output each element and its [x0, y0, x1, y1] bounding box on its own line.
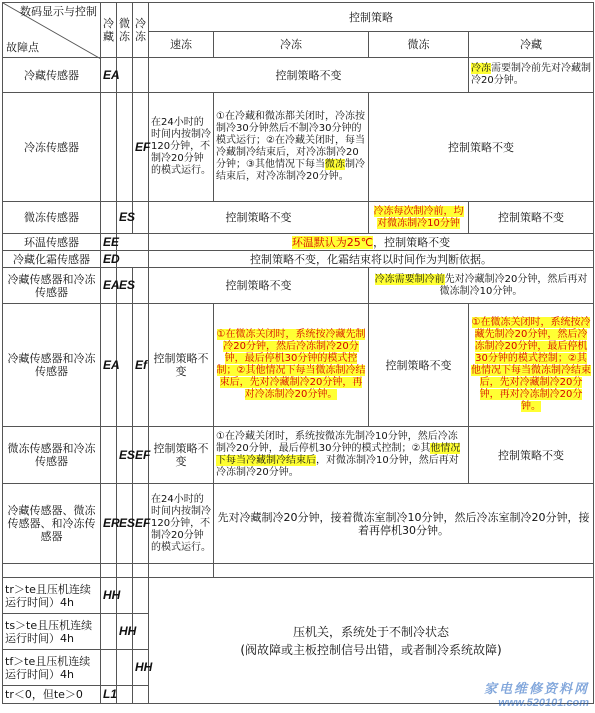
fault-point: 冷藏传感器和冷冻传感器	[3, 268, 101, 304]
fault-code: HH	[101, 578, 117, 614]
fault-code: EA	[101, 304, 117, 427]
strategy-quick: 在24小时的时间内按制冷120分钟，不制冷20分钟的模式运行。	[149, 484, 214, 564]
strategy-freeze: ①在冷藏和微冻都关闭时，冷冻按制冷30分钟然后不制冷30分钟的模式运行；②在冷藏关闭时，每当冷藏制冷结束后，对冷冻制冷20分钟；③其他情况下每当微冻制冷结束后，对冷冻制冷20分钟。	[214, 93, 369, 202]
strategy-refrigerate: 控制策略不变	[469, 202, 594, 234]
strategy-micro: 冷冻每次制冷前，均对微冻制冷10分钟	[369, 202, 469, 234]
strategy-refrigerate: ①在微冻关闭时，系统按冷藏先制冷20分钟，然后冷冻制冷20分钟，最后停机30分钟的模式控制；②其他情况下每当微冻制冷结束后，先对冷藏制冷20分钟，再对冷冻制冷20分钟。	[469, 304, 594, 427]
fault-point: tr＞te且压机连续运行时间）4h	[3, 578, 101, 614]
strategy-text: 控制策略不变	[149, 202, 369, 234]
fault-point: 环温传感器	[3, 234, 101, 251]
strategy-text: 环温默认为25℃，控制策略不变	[149, 234, 594, 251]
sub-header-refrigerate: 冷藏	[469, 32, 594, 58]
fault-code: EE	[101, 234, 117, 251]
fault-code: EA	[101, 58, 117, 93]
strategy-refrigerate: 冷冻需要制冷前先对冷藏制冷20分钟。	[469, 58, 594, 93]
col-header-freeze: 冷冻	[133, 3, 149, 58]
fault-point: 冷藏传感器和冷冻传感器	[3, 304, 101, 427]
corner-top-label: 数码显示与控制	[20, 5, 97, 18]
fault-code: ED	[101, 251, 117, 268]
corner-bottom-label: 故障点	[6, 41, 39, 54]
sub-header-quick: 速冻	[149, 32, 214, 58]
compressor-off-text: 压机关，系统处于不制冷状态	[292, 624, 449, 639]
fault-code: ES	[117, 427, 133, 484]
fault-point: 冷藏化霜传感器	[3, 251, 101, 268]
strategy-freeze: ①在微冻关闭时，系统按冷藏先制冷20分钟，然后冷冻制冷20分钟，最后停机30分钟的模式控制；②其他情况下每当微冻制冷结束后，先对冷藏制冷20分钟，再对冷冻制冷20分钟。	[214, 304, 369, 427]
col-header-refrigerate: 冷藏	[101, 3, 117, 58]
compressor-off-note: (阀故障或主板控制信号出错，或者制冷系统故障)	[240, 642, 502, 657]
fault-code: Ef	[133, 304, 149, 427]
sub-header-micro: 微冻	[369, 32, 469, 58]
strategy-text: 冷冻需要制冷前先对冷藏制冷20分钟，然后再对微冻制冷10分钟。	[369, 268, 594, 304]
fault-code: L1	[101, 686, 117, 704]
fault-code: EF	[133, 484, 149, 564]
fault-code: ES	[117, 268, 133, 304]
fault-code: ER	[101, 484, 117, 564]
watermark-url: www.520101.com	[498, 697, 589, 709]
strategy-quick: 控制策略不变	[149, 304, 214, 427]
site-watermark	[484, 678, 589, 709]
header-corner-cell	[3, 3, 101, 58]
strategy-micro: 控制策略不变	[369, 304, 469, 427]
sub-header-freeze: 冷冻	[214, 32, 369, 58]
col-header-freeze-micro: 微冻	[117, 3, 133, 58]
strategy-quick: 控制策略不变	[149, 427, 214, 484]
fault-point: 冷冻传感器	[3, 93, 101, 202]
fault-code: EF	[133, 93, 149, 202]
strategy-text: 控制策略不变	[369, 93, 594, 202]
control-strategy-header: 控制策略	[149, 3, 594, 32]
strategy-text: ①在冷藏关闭时，系统按微冻先制冷10分钟，然后冷冻制冷20分钟，最后停机30分钟的模式控制；②其他情况下每当冷藏制冷结束后，对微冻制冷10分钟，然后再对冷冻制冷20分钟。	[214, 427, 469, 484]
fault-code: ES	[117, 202, 133, 234]
strategy-quick: 在24小时的时间内按制冷120分钟，不制冷20分钟的模式运行。	[149, 93, 214, 202]
fault-point: 微冻传感器	[3, 202, 101, 234]
fault-point: tf＞te且压机连续运行时间）4h	[3, 650, 101, 686]
strategy-text: 控制策略不变	[149, 268, 369, 304]
fault-point: 微冻传感器和冷冻传感器	[3, 427, 101, 484]
fault-code: EA	[101, 268, 117, 304]
fault-point: 冷藏传感器、微冻传感器、和冷冻传感器	[3, 484, 101, 564]
watermark-title: 家电维修资料网	[483, 682, 589, 697]
fault-point: 冷藏传感器	[3, 58, 101, 93]
fault-code: ES	[117, 484, 133, 564]
fault-code: HH	[133, 650, 149, 686]
strategy-text: 控制策略不变，化霜结束将以时间作为判断依据。	[149, 251, 594, 268]
fault-code: HH	[117, 614, 133, 650]
fault-code: EF	[133, 427, 149, 484]
fault-strategy-table	[2, 2, 594, 704]
strategy-refrigerate: 控制策略不变	[469, 427, 594, 484]
fault-point: tr＜0，但te＞0	[3, 686, 101, 704]
strategy-text: 控制策略不变	[149, 58, 469, 93]
fault-point: ts＞te且压机连续运行时间）4h	[3, 614, 101, 650]
strategy-text: 先对冷藏制冷20分钟，接着微冻室制冷10分钟，然后冷冻室制冷20分钟，接着再停机30分钟。	[214, 484, 594, 564]
